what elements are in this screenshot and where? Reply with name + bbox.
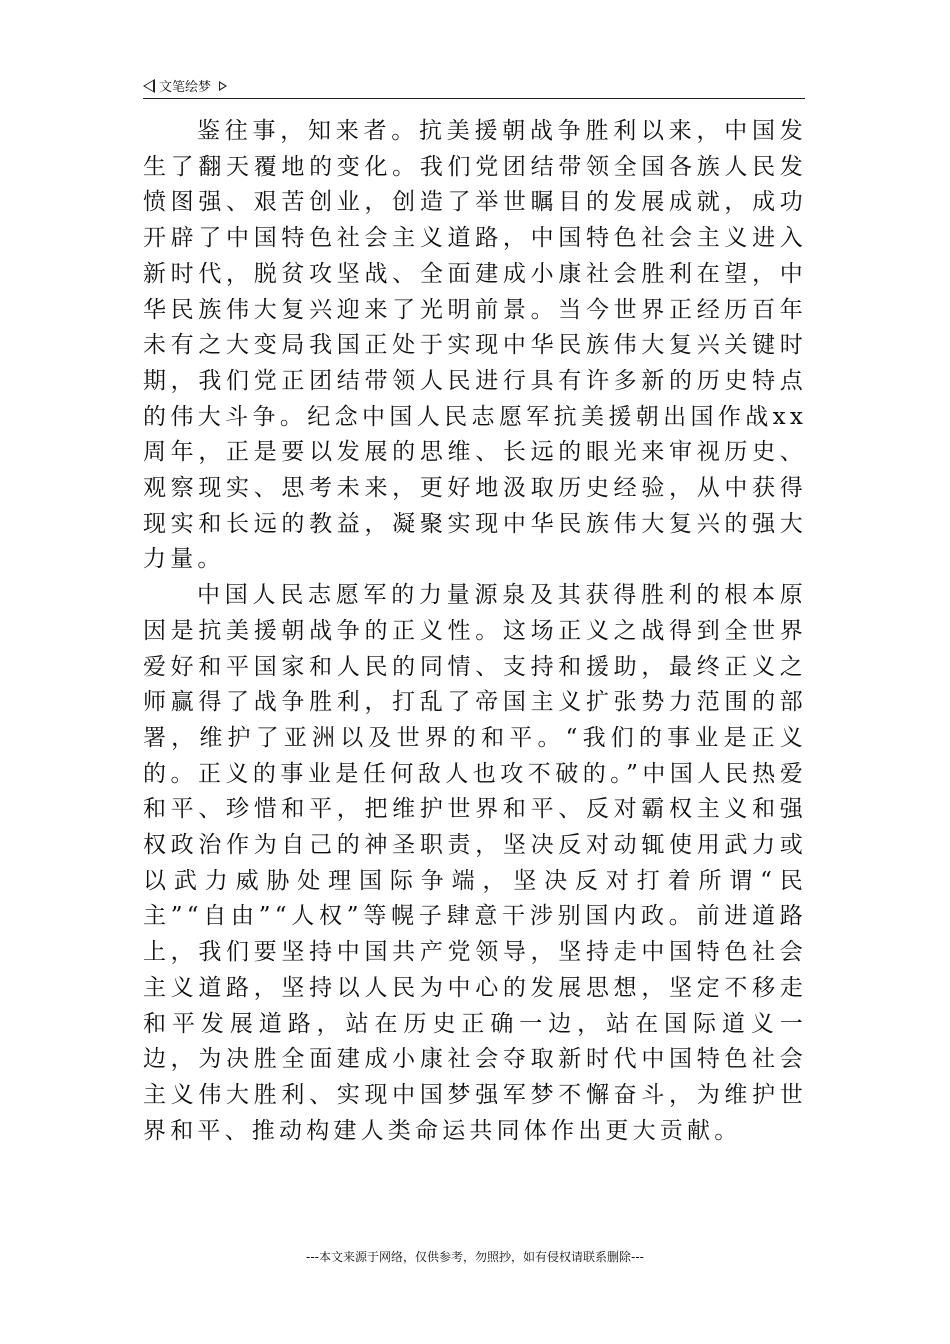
triangle-right-icon [219,81,227,91]
footer-notice: ---本文来源于网络，仅供参考，勿照抄，如有侵权请联系删除--- [306,1250,644,1264]
paragraph-1: 鉴往事，知来者。抗美援朝战争胜利以来，中国发生了翻天覆地的变化。我们党团结带领全国各族人民发愤图强、艰苦创业，创造了举世瞩目的发展成就，成功开辟了中国特色社会主义道路，中国特色社会主义进入新时代，脱贫攻坚战、全面建成小康社会胜利在望，中华民族伟大复兴迎来了光明前景。当今世界正经历百年未有之大变局我国正处于实现中华民族伟大复兴关键时期，我们党正团结带领人民进行具有许多新的历史特点的伟大斗争。纪念中国人民志愿军抗美援朝出国作战xx周年，正是要以发展的思维、长远的眼光来审视历史、观察现实、思考未来，更好地汲取历史经验，从中获得现实和长远的教益，凝聚实现中华民族伟大复兴的强大力量。 [143,118,807,573]
paragraph-2: 中国人民志愿军的力量源泉及其获得胜利的根本原因是抗美援朝战争的正义性。这场正义之战得到全世界爱好和平国家和人民的同情、支持和援助，最终正义之师赢得了战争胜利，打乱了帝国主义扩张势力范围的部署，维护了亚洲以及世界的和平。“我们的事业是正义的。正义的事业是任何敌人也攻不破的。”中国人民热爱和平、珍惜和平，把维护世界和平、反对霸权主义和强权政治作为自己的神圣职责，坚决反对动辄使用武力或以武力威胁处理国际争端，坚决反对打着所谓“民主”“自由”“人权”等幌子肆意干涉别国内政。前进道路上，我们要坚持中国共产党领导，坚持走中国特色社会主义道路，坚持以人民为中心的发展思想，坚定不移走和平发展道路，站在历史正确一边，站在国际道义一边，为决胜全面建成小康社会夺取新时代中国特色社会主义伟大胜利、实现中国梦强军梦不懈奋斗，为维护世界和平、推动构建人类命运共同体作出更大贡献。 [143,582,807,1144]
header-brand-group [143,76,227,95]
document-body [143,114,807,1149]
triangle-left-icon [143,79,155,93]
header-brand: 文笔绘梦 [159,80,212,95]
page-header [143,74,805,99]
